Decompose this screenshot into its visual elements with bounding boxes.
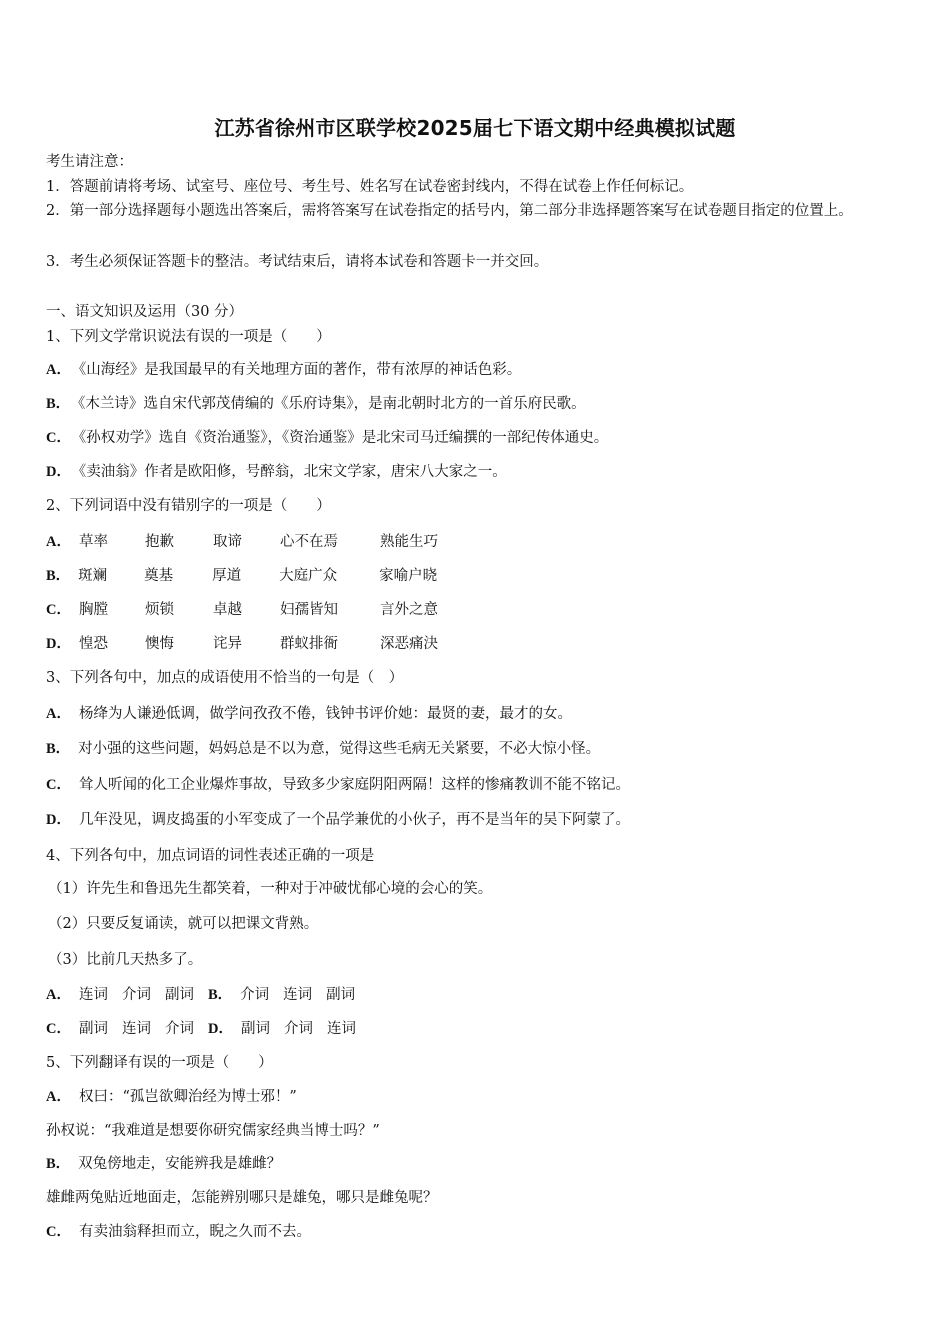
- question-3-stem: 3、下列各句中，加点的成语使用不恰当的一句是（ ）: [46, 670, 404, 686]
- question-2-option-b: B． 斑斓 奠基 厚道 大庭广众 家喻户晓: [46, 568, 438, 584]
- question-3-option-d: D． 几年没见，调皮捣蛋的小军变成了一个品学兼优的小伙子，再不是当年的吴下阿蒙了。: [46, 812, 630, 828]
- question-2-stem: 2、下列词语中没有错别字的一项是（ ）: [46, 498, 331, 514]
- question-5-stem: 5、下列翻译有误的一项是（ ）: [46, 1055, 273, 1071]
- question-1-stem: 1、下列文学常识说法有误的一项是（ ）: [46, 329, 331, 345]
- question-2-option-a: A． 草率 抱歉 取谛 心不在焉 熟能生巧: [46, 534, 438, 550]
- question-2-option-d: D． 惶恐 懊悔 诧异 群蚁排衙 深恶痛決: [46, 636, 438, 652]
- question-2-option-c: C． 胸膛 烦锁 卓越 妇孺皆知 言外之意: [46, 602, 438, 618]
- question-4-stem: 4、下列各句中，加点词语的词性表述正确的一项是: [46, 848, 375, 864]
- question-1-option-a: A． 《山海经》是我国最早的有关地理方面的著作，带有浓厚的神话色彩。: [46, 362, 522, 378]
- question-5-option-a: A． 权曰：“孤岂欲卿治经为博士邪！”: [46, 1089, 297, 1105]
- question-4-sentence-3: （3）比前几天热多了。: [48, 952, 203, 968]
- question-1-option-b: B． 《木兰诗》选自宋代郭茂倩编的《乐府诗集》，是南北朝时北方的一首乐府民歌。: [46, 396, 586, 412]
- notice-item-1: 1．答题前请将考场、试室号、座位号、考生号、姓名写在试卷密封线内，不得在试卷上作任何标记。: [46, 179, 694, 195]
- notice-item-2: 2．第一部分选择题每小题选出答案后，需将答案写在试卷指定的括号内，第二部分非选择题答案写在试卷题目指定的位置上。: [46, 203, 853, 219]
- question-5-option-a-translation: 孙权说：“我难道是想要你研究儒家经典当博士吗？”: [46, 1123, 380, 1139]
- question-5-option-b-translation: 雄雌两兔贴近地面走，怎能辨别哪只是雄兔，哪只是雌兔呢？: [46, 1190, 438, 1206]
- question-3-option-b: B． 对小强的这些问题，妈妈总是不以为意，觉得这些毛病无关紧要，不必大惊小怪。: [46, 741, 601, 757]
- section-heading: 一、语文知识及运用（30 分）: [46, 304, 244, 320]
- notice-item-3: 3．考生必须保证答题卡的整洁。考试结束后，请将本试卷和答题卡一并交回。: [46, 254, 549, 270]
- question-1-option-d: D． 《卖油翁》作者是欧阳修，号醉翁，北宋文学家，唐宋八大家之一。: [46, 464, 507, 480]
- notice-heading: 考生请注意：: [46, 154, 133, 170]
- question-4-options-ab: A． 连词 介词 副词 B． 介词 连词 副词: [46, 987, 356, 1003]
- question-4-sentence-1: （1）许先生和鲁迅先生都笑着，一种对于冲破忧郁心境的会心的笑。: [48, 881, 493, 897]
- question-5-option-b: B． 双兔傍地走，安能辨我是雄雌？: [46, 1156, 282, 1172]
- question-4-options-cd: C． 副词 连词 介词 D． 副词 介词 连词: [46, 1021, 356, 1037]
- question-4-sentence-2: （2）只要反复诵读，就可以把课文背熟。: [48, 916, 319, 932]
- question-3-option-c: C． 耸人听闻的化工企业爆炸事故，导致多少家庭阴阳两隔！这样的惨痛教训不能不铭记。: [46, 777, 630, 793]
- exam-title: 江苏省徐州市区联学校2025届七下语文期中经典模拟试题: [214, 116, 736, 140]
- question-3-option-a: A． 杨绛为人谦逊低调，做学问孜孜不倦，钱钟书评价她：最贤的妻，最才的女。: [46, 706, 572, 722]
- question-5-option-c: C． 有卖油翁释担而立，睨之久而不去。: [46, 1224, 311, 1240]
- question-1-option-c: C． 《孙权劝学》选自《资治通鉴》，《资治通鉴》是北宋司马迁编撰的一部纪传体通史。: [46, 430, 609, 446]
